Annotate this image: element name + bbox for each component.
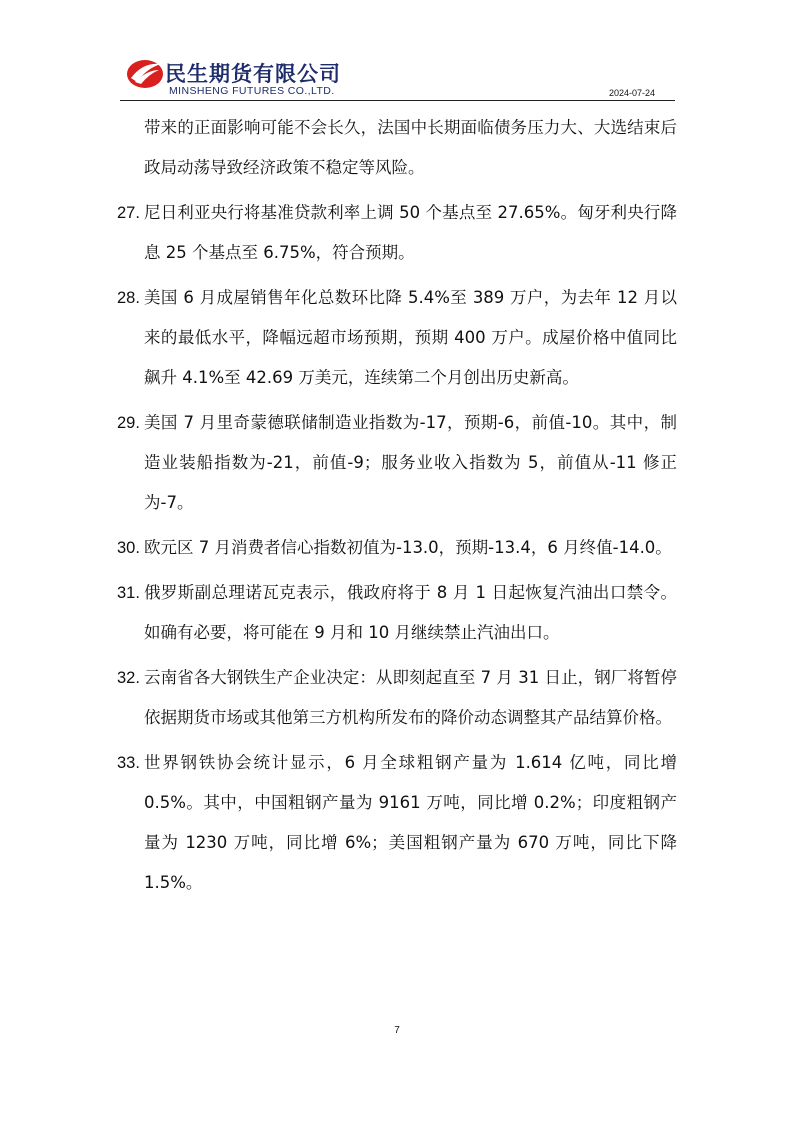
- item-text: 俄罗斯副总理诺瓦克表示，俄政府将于 8 月 1 日起恢复汽油出口禁令。如确有必要，将可能在 9 月和 10 月继续禁止汽油出口。: [144, 583, 677, 642]
- item-text: 美国 6 月成屋销售年化总数环比降 5.4%至 389 万户，为去年 12 月以来的最低水平，降幅远超市场预期，预期 400 万户。成屋价格中值同比飙升 4.1%至 42.69 万美元，连续第二个月创出历史新高。: [144, 288, 677, 387]
- continuation-text: 带来的正面影响可能不会长久，法国中长期面临债务压力大、大选结束后政局动荡导致经济政策不稳定等风险。: [144, 118, 677, 177]
- list-item: [117, 528, 677, 568]
- page-header: [120, 52, 675, 104]
- list-item: [117, 278, 677, 398]
- list-item: [117, 193, 677, 273]
- item-number: 32.: [117, 669, 140, 687]
- item-text: 世界钢铁协会统计显示，6 月全球粗钢产量为 1.614 亿吨，同比增 0.5%。其中，中国粗钢产量为 9161 万吨，同比增 0.2%；印度粗钢产量为 1230 万吨，同比增 6%；美国粗钢产量为 670 万吨，同比下降 1.5%。: [144, 753, 677, 892]
- item-number: 29.: [117, 414, 140, 432]
- item-text: 云南省各大钢铁生产企业决定：从即刻起直至 7 月 31 日止，钢厂将暂停依据期货市场或其他第三方机构所发布的降价动态调整其产品结算价格。: [144, 668, 677, 727]
- list-item: [117, 573, 677, 653]
- item-text: 尼日利亚央行将基准贷款利率上调 50 个基点至 27.65%。匈牙利央行降息 25 个基点至 6.75%，符合预期。: [144, 203, 677, 262]
- list-item: [117, 403, 677, 523]
- page-number: 7: [394, 1025, 400, 1036]
- item-number: 30.: [117, 539, 140, 557]
- minsheng-logo-icon: [125, 56, 165, 90]
- list-item: [117, 658, 677, 738]
- continuation-paragraph: [117, 108, 677, 188]
- company-name-en: MINSHENG FUTURES CO.,LTD.: [169, 85, 335, 97]
- report-date: 2024-07-24: [608, 88, 655, 98]
- item-text: 欧元区 7 月消费者信心指数初值为-13.0，预期-13.4，6 月终值-14.0。: [144, 538, 672, 557]
- item-number: 31.: [117, 584, 140, 602]
- item-number: 28.: [117, 289, 140, 307]
- list-item: [117, 743, 677, 903]
- company-name-cn: 民生期货有限公司: [165, 62, 341, 86]
- item-number: 33.: [117, 754, 140, 772]
- item-number: 27.: [117, 204, 140, 222]
- news-list: [117, 108, 677, 908]
- header-divider: [120, 100, 675, 101]
- item-text: 美国 7 月里奇蒙德联储制造业指数为-17，预期-6，前值-10。其中，制造业装船指数为-21，前值-9；服务业收入指数为 5，前值从-11 修正为-7。: [144, 413, 677, 512]
